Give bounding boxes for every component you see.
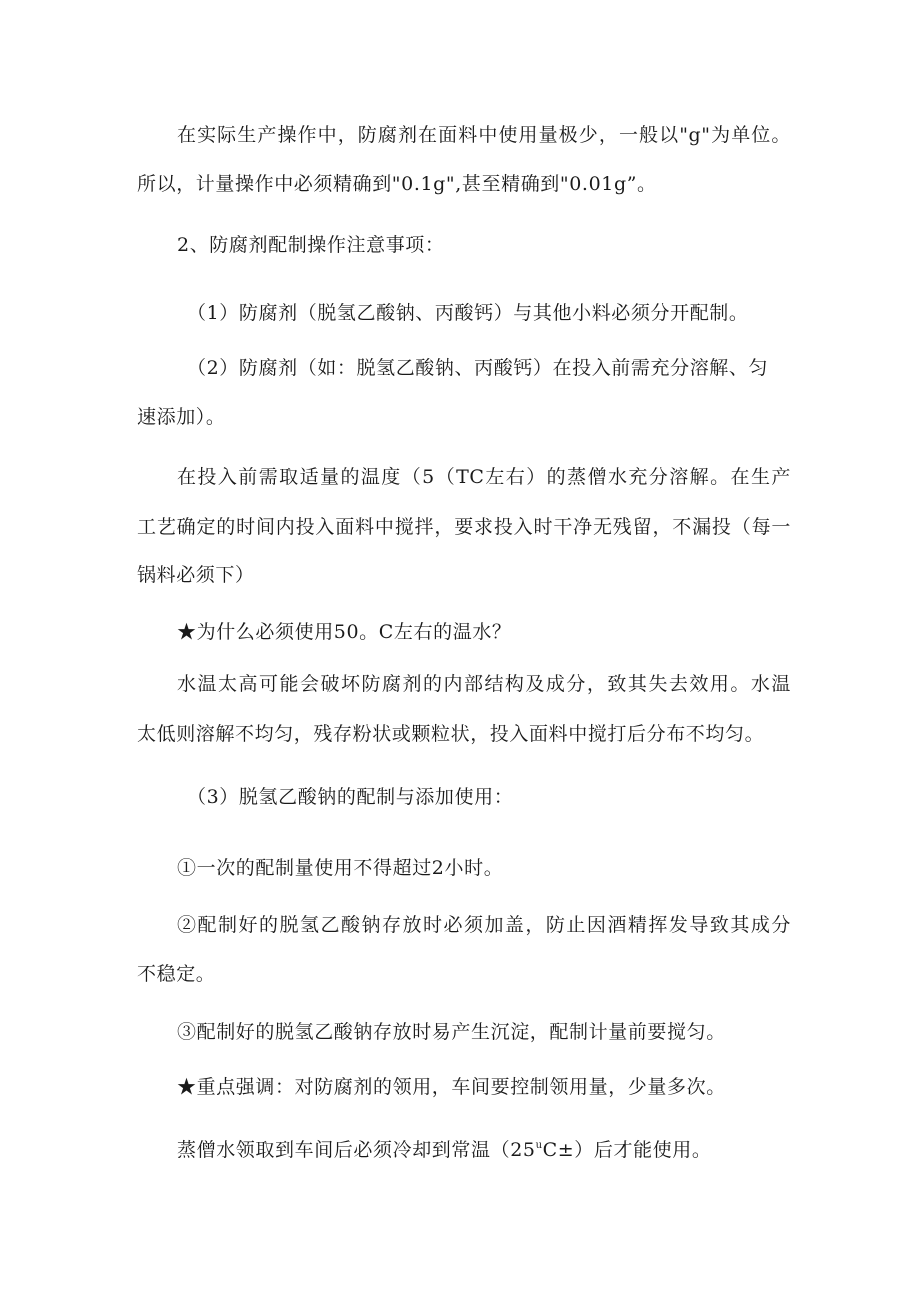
paragraph-13-text-before: 蒸僧水领取到车间后必须冷却到常温（25 <box>177 1139 536 1161</box>
sub-item-2-line-1: ②配制好的脱氢乙酸钠存放时必须加盖，防止因酒精挥发导致其成分 <box>177 914 791 936</box>
paragraph-13-superscript: u <box>535 1140 543 1151</box>
paragraph-5-line-2: 工艺确定的时间内投入面料中搅拌，要求投入时干净无残留，不漏投（每一 <box>137 516 791 538</box>
sub-item-3: ③配制好的脱氢乙酸钠存放时易产生沉淀，配制计量前要搅匀。 <box>177 1021 726 1043</box>
key-emphasis: ★重点强调：对防腐剂的领用，车间要控制领用量，少量多次。 <box>177 1076 726 1098</box>
item-1: （1）防腐剂（脱氢乙酸钠、丙酸钙）与其他小料必须分开配制。 <box>187 302 749 324</box>
paragraph-1-line-2: 所以，计量操作中必须精确到"0.1g",甚至精确到"0.01g”。 <box>137 173 657 195</box>
item-2-line-2: 速添加）。 <box>137 406 226 428</box>
sub-item-2-line-2: 不稳定。 <box>137 963 216 985</box>
paragraph-5-line-1: 在投入前需取适量的温度（5（TC左右）的蒸僧水充分溶解。在生产 <box>177 466 791 488</box>
paragraph-1-line-1: 在实际生产操作中，防腐剂在面料中使用量极少，一般以"g"为单位。 <box>177 124 791 146</box>
sub-item-1: ①一次的配制量使用不得超过2小时。 <box>177 857 504 879</box>
paragraph-7-line-1: 水温太高可能会破坏防腐剂的内部结构及成分，致其失去效用。水温 <box>177 673 791 695</box>
item-3-heading: （3）脱氢乙酸钠的配制与添加使用： <box>187 786 514 808</box>
paragraph-13-text-after: C±）后才能使用。 <box>542 1139 712 1161</box>
section-heading-2: 2、防腐剂配制操作注意事项： <box>177 234 445 256</box>
paragraph-13 <box>177 1138 837 1162</box>
item-2-line-1: （2）防腐剂（如：脱氢乙酸钠、丙酸钙）在投入前需充分溶解、匀 <box>187 357 769 379</box>
question-heading: ★为什么必须使用50。C左右的温水？ <box>177 621 512 643</box>
paragraph-5-line-3: 锅料必须下） <box>137 564 255 586</box>
paragraph-7-line-2: 太低则溶解不均匀，残存粉状或颗粒状，投入面料中搅打后分布不均匀。 <box>137 723 765 745</box>
